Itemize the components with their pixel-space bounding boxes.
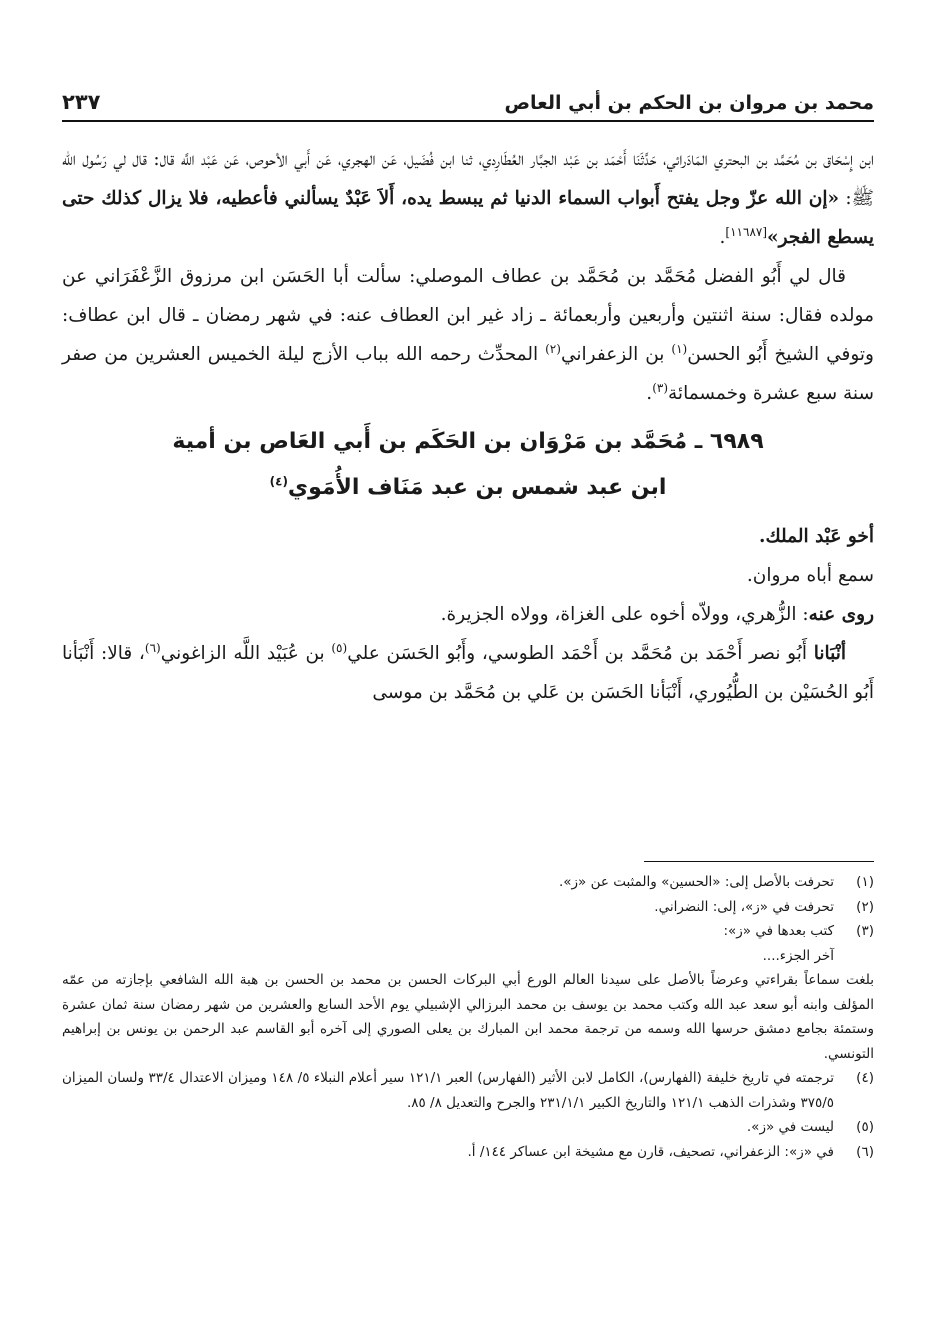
footnote-number: (٢) bbox=[856, 898, 874, 915]
footnote-text: كتب بعدها في «ز»: bbox=[723, 923, 834, 939]
entry-heading-line-1: ٦٩٨٩ ـ مُحَمَّد بن مَرْوَان بن الحَكَم بن أَبي العَاص بن أمية bbox=[172, 429, 764, 454]
footnote-3-block: بلغت سماعاً بقراءتي وعرضاً بالأصل على سيدنا العالم الورع أبي البركات الحسن بن محمد بن الحسن بن هبة الله الشافعي بإجازته من عمّه المؤلف وابنه أبو سعد عبد الله وكتب محمد بن يوسف بن محمد البرزالي الإشبيلي يوم الأحد السابع والعشرين من شهر رمضان سنة ثمان عشرة وستمئة بجامع دمشق حرسها الله وسمه من ترجمة محمد ابن المبارك بن يعلى الصوري إلى آخره أبو القاسم عبد الرحمن بن يونس بن إبراهيم التونسي. bbox=[62, 972, 874, 1062]
hadith-isnad: ابن إِسْحَاق بن مُحَمَّد بن البحتري المَادَرائي، حَدَّثَنَا أَحْمَد بن عَبْد الجبَّار العُطَارِدي، ثنا ابن فُضَيل، عَن الهجري، عَن أَبي الأحوص، عَن عَبْد اللَّه قال: قال لي رَسُول الله ﷺ: bbox=[62, 149, 874, 209]
bio-text-1: قال لي أَبُو الفضل مُحَمَّد بن مُحَمَّد بن عطاف الموصلي: سألت أبا الحَسَن ابن مرزوق الزَّعْفَرَاني عن مولده فقال: سنة اثنتين وأربعين وأربعمائة ـ زاد غير ابن العطاف عنه: في شهر رمضان ـ قال ابن عطاف: وتوفي الشيخ أَبُو الحسن bbox=[62, 266, 874, 365]
anbana-text-1: أَبُو نصر أَحْمَد بن مُحَمَّد بن أَحْمَد الطوسي، وأَبُو الحَسَن علي bbox=[347, 643, 814, 664]
hadith-end: . bbox=[719, 227, 726, 248]
main-text bbox=[62, 140, 874, 712]
footnote-item bbox=[62, 895, 874, 920]
footnote-ref-4: (٤) bbox=[269, 474, 288, 489]
footnote-number: (٣) bbox=[856, 923, 874, 939]
footnote-number: (١) bbox=[856, 874, 874, 890]
bio-text-3: المحدِّث رحمه الله بباب الأزج ليلة الخميس العشرين من صفر سنة سبع عشرة وخمسمائة bbox=[62, 344, 874, 404]
anbana-text-3: ، قالا: أَنْبَأنا أَبُو الحُسَيْن بن الطُّيُوري، أَنْبَأنا الحَسَن بن عَلي بن مُحَمَّد بن موسى bbox=[62, 643, 874, 703]
page-number: ٢٣٧ bbox=[62, 90, 101, 114]
entry-heading-text-2: ابن عبد شمس بن عبد مَنَاف الأُمَوي bbox=[287, 475, 667, 500]
biography-paragraph bbox=[62, 257, 874, 413]
footnote-ref-1: (١) bbox=[671, 341, 688, 356]
footnote-ref-5: (٥) bbox=[331, 640, 348, 655]
anbana-paragraph bbox=[62, 634, 874, 712]
narrated-line bbox=[62, 595, 874, 634]
brother-line: أخو عَبْد الملك. bbox=[759, 526, 874, 547]
hadith-matn: «إن الله عزّ وجل يفتح أَبواب السماء الدنيا ثم يبسط يده، أَلاَ عَبْدٌ يسألني فأعطيه، فلا يزال كذلك حتى يسطع الفجر» bbox=[62, 188, 874, 248]
anbana-label: أنْبَانا bbox=[813, 643, 846, 664]
footnote-item bbox=[62, 1115, 874, 1140]
footnote-text: تحرفت بالأصل إلى: «الحسين» والمثبت عن «ز». bbox=[558, 874, 834, 890]
narrated-text: : الزُّهري، وولاّه أخوه على الغزاة، وولاه الجزيرة. bbox=[440, 604, 809, 625]
heard-line: سمع أباه مروان. bbox=[746, 565, 874, 586]
hadith-number: [١١٦٨٧] bbox=[725, 224, 768, 239]
bio-end: . bbox=[646, 383, 653, 404]
running-header bbox=[62, 78, 874, 114]
footnote-item bbox=[62, 870, 874, 895]
footnote-ref-2: (٢) bbox=[545, 341, 561, 356]
footnote-text: ترجمته في تاريخ خليفة (الفهارس)، الكامل لابن الأثير (الفهارس) العبر ١٢١/١ سير أعلام النبلاء ٥/ ١٤٨ وميزان الاعتدال ٣٣/٤ ولسان الميزان ٣٧٥/٥ وشذرات الذهب ١٢١/١ والتاريخ الكبير ٢٣١/١/١ والجرح والتعديل ٨/ ٨٥. bbox=[62, 1070, 834, 1111]
footnote-ref-6: (٦) bbox=[144, 640, 161, 655]
footnote-ref-3: (٣) bbox=[652, 380, 669, 395]
footnote-item bbox=[62, 919, 874, 944]
entry-heading bbox=[62, 419, 874, 511]
bio-text-2: بن الزعفراني bbox=[560, 344, 672, 365]
footnotes bbox=[62, 870, 874, 1164]
entry-heading-line-2 bbox=[62, 465, 874, 511]
footnote-text: ليست في «ز». bbox=[746, 1119, 834, 1135]
narrated-label: روى عنه bbox=[808, 604, 874, 625]
anbana-text-2: بن عُبَيْد اللَّه الزاغوني bbox=[160, 643, 332, 664]
footnote-number: (٥) bbox=[856, 1119, 874, 1135]
footnote-item bbox=[62, 1066, 874, 1115]
footnote-item bbox=[62, 1140, 874, 1165]
running-title: محمد بن مروان بن الحكم بن أبي العاص bbox=[504, 92, 874, 114]
footnote-text: تحرفت في «ز»، إلى: النضراني. bbox=[654, 898, 834, 915]
header-rule bbox=[62, 120, 874, 122]
footnote-number: (٤) bbox=[856, 1070, 874, 1086]
footnote-3-line: آخر الجزء.... bbox=[762, 947, 834, 964]
footnote-number: (٦) bbox=[856, 1143, 874, 1160]
hadith-paragraph bbox=[62, 140, 874, 257]
footnote-text: في «ز»: الزعفراني، تصحيف، قارن مع مشيخة ابن عساكر ١٤٤/ أ. bbox=[467, 1143, 834, 1160]
footnote-rule bbox=[644, 861, 874, 862]
